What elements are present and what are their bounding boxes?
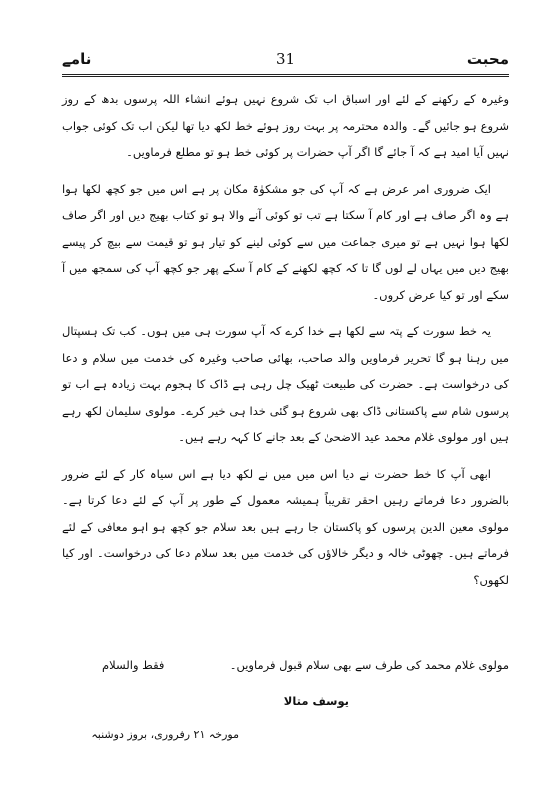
paragraph: وغیرہ کے رکھنے کے لئے اور اسباق اب تک شروع نہیں ہوئے انشاء اللہ پرسوں بدھ کے روز شروع ہو جائیں گے۔ والدہ محترمہ پر بہت روز ہوئے خط لکھ دیا تھا لیکن اب تک کوئی جواب نہیں آیا امید ہے کہ آ جائے گا اگر آپ حضرات پر کوئی خط ہو تو مطلع فرماویں۔ [62,92,509,159]
closing-line: مولوی غلام محمد کی طرف سے بھی سلام قبول فرماویں۔ [229,658,509,672]
paragraph: ابھی آپ کا خط حضرت نے دیا اس میں میں نے لکھ دیا ہے اس سیاہ کار کے لئے ضرور بالضرور دعا فرماتے رہیں احقر تقریباً ہمیشہ معمول کے طور پر آپ کے لئے دعا کرتا ہے۔ مولوی معین الدین پرسوں کو پاکستان جا رہے ہیں بعد سلام جو کچھ ہو اہو معافی کے لئے فرماتے ہیں۔ چھوٹی خالہ و دیگر خالاؤں کی خدمت میں بعد سلام دعا کی درخواست۔ اور کیا لکھوں؟ [62,466,509,587]
paragraph: ایک ضروری امر عرض ہے کہ آپ کی جو مشکوٰۃ مکان پر ہے اس میں جو کچھ لکھا ہوا ہے وہ اگر صاف ہے اور کام آ سکتا ہے تب تو کوئی آنے والا ہو تو کتاب بھیج دیں اور اگر صاف لکھا ہوا نہیں ہے تو میری جماعت میں سے کوئی لینے کو تیار ہو تو قیمت سے بیچ کر پیسے بھیج دیں میں یہاں لے لوں گا تا کہ کچھ لکھنے کے کام آ سکے پھر جو کچھ آپ کی سمجھ میں آ سکے اور تو کیا عرض کروں۔ [62,181,509,302]
letter-body [62,86,509,603]
header-right-title: محبت [466,50,509,68]
closing-row [62,658,509,684]
letter-date: مورخہ ۲۱ رفروری، بروز دوشنبہ [91,728,239,741]
signature: یوسف متالا [283,694,349,708]
page-header [62,50,509,72]
salutation: فقط والسلام [102,658,165,672]
header-left-title: نامے [62,50,92,68]
paragraph: یہ خط سورت کے پتہ سے لکھا ہے خدا کرے کہ آپ سورت ہی میں ہوں۔ کب تک ہسپتال میں رہنا ہو گا تحریر فرماویں والد صاحب، بھائی صاحب وغیرہ کی خدمت میں سلام و دعا کی درخواست ہے۔ حضرت کی طبیعت ٹھیک چل رہی ہے ڈاک کا ہجوم بہت زیادہ ہے اب تو پرسوں شام سے پاکستانی ڈاک بھی شروع ہو گئی خدا ہی خیر کرے۔ مولوی سلیمان لکھ رہے ہیں اور مولوی غلام محمد عید الاضحیٰ کے بعد جانے کا کہہ رہے ہیں۔ [62,324,509,444]
header-divider [62,74,509,77]
page-number: 31 [275,50,296,68]
